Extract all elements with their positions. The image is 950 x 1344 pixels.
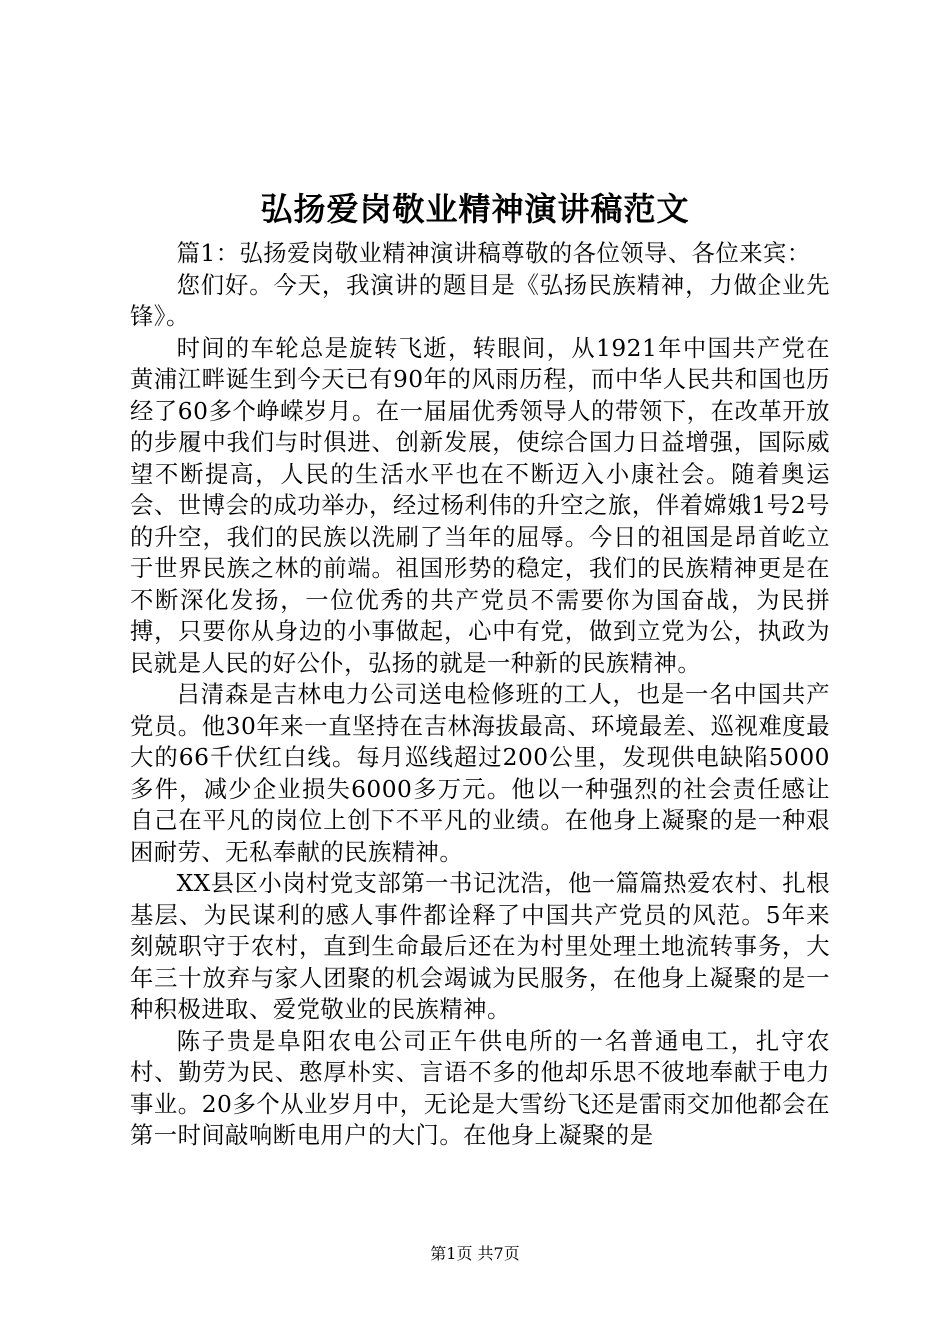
paragraph-greeting: 您们好。今天，我演讲的题目是《弘扬民族精神，力做企业先锋》。 [130, 271, 830, 330]
page-number-footer: 第1页 共7页 [430, 1244, 520, 1263]
paragraph-lu-qingsen: 吕清森是吉林电力公司送电检修班的工人，也是一名中国共产党员。他30年来一直坚持在吉林海拔最高、环境最差、巡视难度最大的66千伏红白线。每月巡线超过200公里，发现供电缺陷5000多件，减少企业损失6000多万元。他以一种强烈的社会责任感让自己在平凡的岗位上创下不平凡的业绩。在他身上凝聚的是一种艰困耐劳、无私奉献的民族精神。 [130, 681, 830, 866]
document-title: 弘扬爱岗敬业精神演讲稿范文 [260, 190, 690, 228]
paragraph-shen-hao: XX县区小岗村党支部第一书记沈浩，他一篇篇热爱农村、扎根基层、为民谋利的感人事件都诠释了中国共产党员的风范。5年来刻兢职守于农村，直到生命最后还在为村里处理土地流转事务，大年三十放弃与家人团聚的机会竭诚为民服务，在他身上凝聚的是一种积极进取、爱党敬业的民族精神。 [130, 870, 830, 1023]
document-body [130, 238, 830, 1152]
paragraph-chen-zigui: 陈子贵是阜阳农电公司正午供电所的一名普通电工，扎守农村、勤劳为民、憨厚朴实、言语不多的他却乐思不彼地奉献于电力事业。20多个从业岁月中，无论是大雪纷飞还是雷雨交加他都会在第一时间敲响断电用户的大门。在他身上凝聚的是 [130, 1027, 830, 1149]
paragraph-intro: 篇1：弘扬爱岗敬业精神演讲稿尊敬的各位领导、各位来宾： [176, 240, 811, 267]
paragraph-history: 时间的车轮总是旋转飞逝，转眼间，从1921年中国共产党在黄浦江畔诞生到今天已有90年的风雨历程，而中华人民共和国也历经了60多个峥嵘岁月。在一届届优秀领导人的带领下，在改革开放的步履中我们与时俱进、创新发展，使综合国力日益增强，国际威望不断提高，人民的生活水平也在不断迈入小康社会。随着奥运会、世博会的成功举办，经过杨利伟的升空之旅，伴着嫦娥1号2号的升空，我们的民族以洗刷了当年的屈辱。今日的祖国是昂首屹立于世界民族之林的前端。祖国形势的稳定，我们的民族精神更是在不断深化发扬，一位优秀的共产党员不需要你为国奋战，为民拼搏，只要你从身边的小事做起，心中有党，做到立党为公，执政为民就是人民的好公仆，弘扬的就是一种新的民族精神。 [130, 334, 830, 677]
